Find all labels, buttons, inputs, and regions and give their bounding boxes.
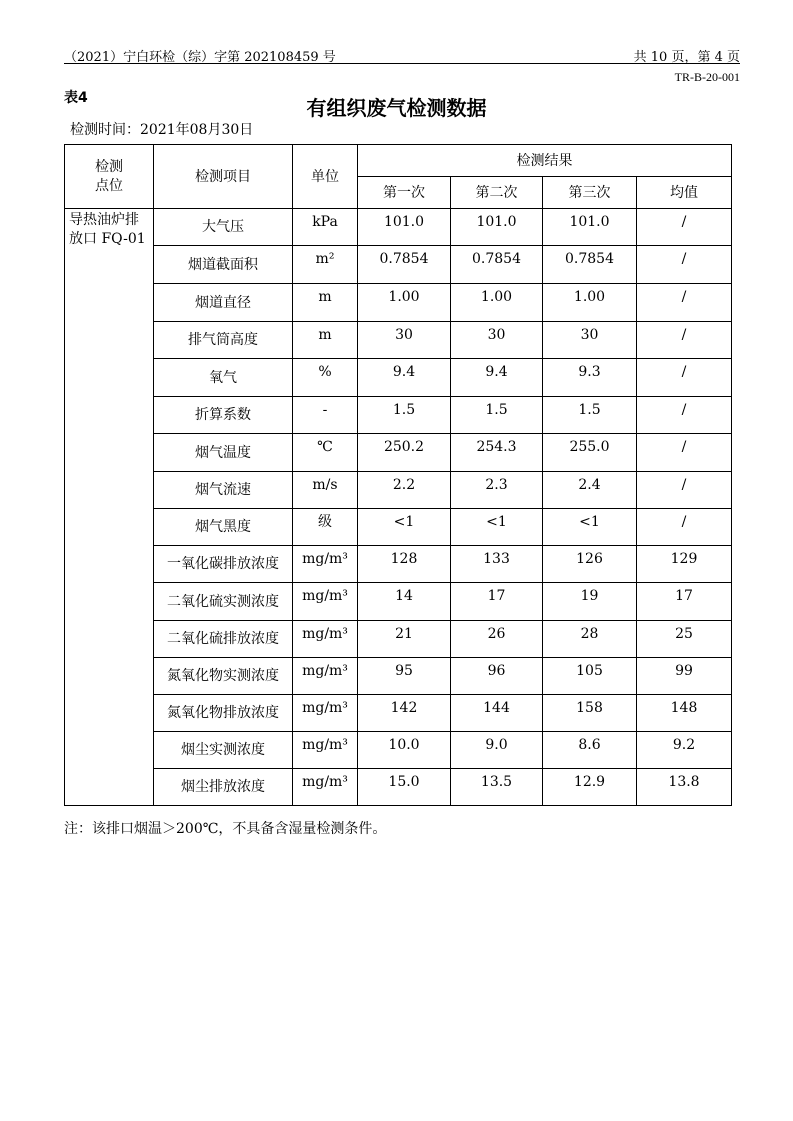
header-result: 检测结果 <box>358 145 732 177</box>
row-value-1: 2.2 <box>358 472 451 509</box>
row-unit: m <box>293 322 358 359</box>
row-unit: mg/m³ <box>293 732 358 769</box>
page-title: 有组织废气检测数据 <box>306 96 487 120</box>
row-value-2: 0.7854 <box>451 246 543 284</box>
row-item: 大气压 <box>154 209 293 246</box>
row-value-2: 26 <box>451 621 543 658</box>
row-value-3: 2.4 <box>543 472 637 509</box>
row-value-1: 95 <box>358 658 451 695</box>
row-item: 排气筒高度 <box>154 322 293 359</box>
row-unit: 级 <box>293 509 358 546</box>
table-row <box>65 246 732 284</box>
header-divider <box>64 63 740 64</box>
row-value-2: 254.3 <box>451 434 543 472</box>
row-value-2: 13.5 <box>451 769 543 806</box>
table-number: 表4 <box>64 90 88 106</box>
row-value-2: 2.3 <box>451 472 543 509</box>
row-value-2: 30 <box>451 322 543 359</box>
table-row <box>65 695 732 732</box>
row-average: 99 <box>637 658 732 695</box>
table-row <box>65 658 732 695</box>
row-item: 烟道截面积 <box>154 246 293 284</box>
row-value-1: 10.0 <box>358 732 451 769</box>
row-unit: mg/m³ <box>293 583 358 621</box>
header-point: 检测 点位 <box>65 145 154 209</box>
row-value-3: 101.0 <box>543 209 637 246</box>
row-item: 烟尘实测浓度 <box>154 732 293 769</box>
row-value-1: 1.00 <box>358 284 451 322</box>
row-value-3: 105 <box>543 658 637 695</box>
row-value-3: 12.9 <box>543 769 637 806</box>
row-item: 氧气 <box>154 359 293 397</box>
row-average: / <box>637 209 732 246</box>
row-average: 17 <box>637 583 732 621</box>
row-value-3: 28 <box>543 621 637 658</box>
row-value-1: 128 <box>358 546 451 583</box>
table-row <box>65 769 732 806</box>
row-value-3: 8.6 <box>543 732 637 769</box>
row-value-3: 126 <box>543 546 637 583</box>
row-item: 氮氧化物实测浓度 <box>154 658 293 695</box>
row-value-2: 1.00 <box>451 284 543 322</box>
row-average: 129 <box>637 546 732 583</box>
row-value-2: 96 <box>451 658 543 695</box>
document-code: TR-B-20-001 <box>674 70 740 84</box>
row-average: / <box>637 434 732 472</box>
row-unit: m <box>293 284 358 322</box>
row-average: 9.2 <box>637 732 732 769</box>
table-row <box>65 583 732 621</box>
row-value-2: 1.5 <box>451 397 543 434</box>
detection-date: 检测时间：2021年08月30日 <box>70 122 254 138</box>
row-value-3: 1.5 <box>543 397 637 434</box>
table-row <box>65 322 732 359</box>
row-average: 148 <box>637 695 732 732</box>
row-value-3: 158 <box>543 695 637 732</box>
row-average: / <box>637 284 732 322</box>
row-value-2: 9.4 <box>451 359 543 397</box>
row-value-2: 101.0 <box>451 209 543 246</box>
row-value-1: 14 <box>358 583 451 621</box>
row-item: 二氧化硫排放浓度 <box>154 621 293 658</box>
row-value-3: 0.7854 <box>543 246 637 284</box>
row-average: / <box>637 359 732 397</box>
row-unit: kPa <box>293 209 358 246</box>
row-unit: mg/m³ <box>293 621 358 658</box>
row-average: / <box>637 397 732 434</box>
table-row <box>65 284 732 322</box>
row-unit: mg/m³ <box>293 769 358 806</box>
header-average: 均值 <box>637 177 732 209</box>
row-value-1: 142 <box>358 695 451 732</box>
row-average: 13.8 <box>637 769 732 806</box>
row-value-1: 30 <box>358 322 451 359</box>
row-item: 烟尘排放浓度 <box>154 769 293 806</box>
row-value-3: 9.3 <box>543 359 637 397</box>
table-row <box>65 472 732 509</box>
row-value-1: 9.4 <box>358 359 451 397</box>
results-table <box>64 144 732 806</box>
table-row <box>65 209 732 246</box>
row-unit: m/s <box>293 472 358 509</box>
row-value-2: 9.0 <box>451 732 543 769</box>
header-item: 检测项目 <box>154 145 293 209</box>
header-run-1: 第一次 <box>358 177 451 209</box>
table-row <box>65 509 732 546</box>
report-number: （2021）宁白环检（综）字第 202108459 号 <box>64 50 336 65</box>
row-value-1: 101.0 <box>358 209 451 246</box>
row-unit: mg/m³ <box>293 695 358 732</box>
row-unit: mg/m³ <box>293 658 358 695</box>
row-unit: mg/m³ <box>293 546 358 583</box>
row-item: 烟道直径 <box>154 284 293 322</box>
row-unit: ℃ <box>293 434 358 472</box>
row-value-1: 15.0 <box>358 769 451 806</box>
row-average: / <box>637 322 732 359</box>
row-item: 烟气温度 <box>154 434 293 472</box>
row-value-1: <1 <box>358 509 451 546</box>
row-value-2: <1 <box>451 509 543 546</box>
row-value-3: <1 <box>543 509 637 546</box>
table-row <box>65 434 732 472</box>
header-unit: 单位 <box>293 145 358 209</box>
footnote: 注：该排口烟温＞200℃，不具备含湿量检测条件。 <box>64 821 387 837</box>
row-value-2: 133 <box>451 546 543 583</box>
page-info: 共 10 页，第 4 页 <box>633 50 740 65</box>
row-value-1: 0.7854 <box>358 246 451 284</box>
table-row <box>65 546 732 583</box>
row-value-2: 17 <box>451 583 543 621</box>
row-unit: % <box>293 359 358 397</box>
row-average: / <box>637 246 732 284</box>
header-run-2: 第二次 <box>451 177 543 209</box>
row-item: 一氧化碳排放浓度 <box>154 546 293 583</box>
row-value-1: 1.5 <box>358 397 451 434</box>
table-row <box>65 359 732 397</box>
row-item: 烟气流速 <box>154 472 293 509</box>
row-item: 二氧化硫实测浓度 <box>154 583 293 621</box>
row-value-3: 1.00 <box>543 284 637 322</box>
table-row <box>65 732 732 769</box>
row-average: / <box>637 509 732 546</box>
table-row <box>65 397 732 434</box>
row-unit: - <box>293 397 358 434</box>
row-item: 氮氧化物排放浓度 <box>154 695 293 732</box>
row-value-3: 19 <box>543 583 637 621</box>
row-unit: m² <box>293 246 358 284</box>
point-name: 导热油炉排放口 FQ-01 <box>65 209 154 806</box>
row-average: / <box>637 472 732 509</box>
header-run-3: 第三次 <box>543 177 637 209</box>
table-row <box>65 621 732 658</box>
row-value-1: 21 <box>358 621 451 658</box>
row-value-3: 30 <box>543 322 637 359</box>
row-item: 烟气黑度 <box>154 509 293 546</box>
row-value-3: 255.0 <box>543 434 637 472</box>
row-average: 25 <box>637 621 732 658</box>
row-value-1: 250.2 <box>358 434 451 472</box>
row-item: 折算系数 <box>154 397 293 434</box>
row-value-2: 144 <box>451 695 543 732</box>
